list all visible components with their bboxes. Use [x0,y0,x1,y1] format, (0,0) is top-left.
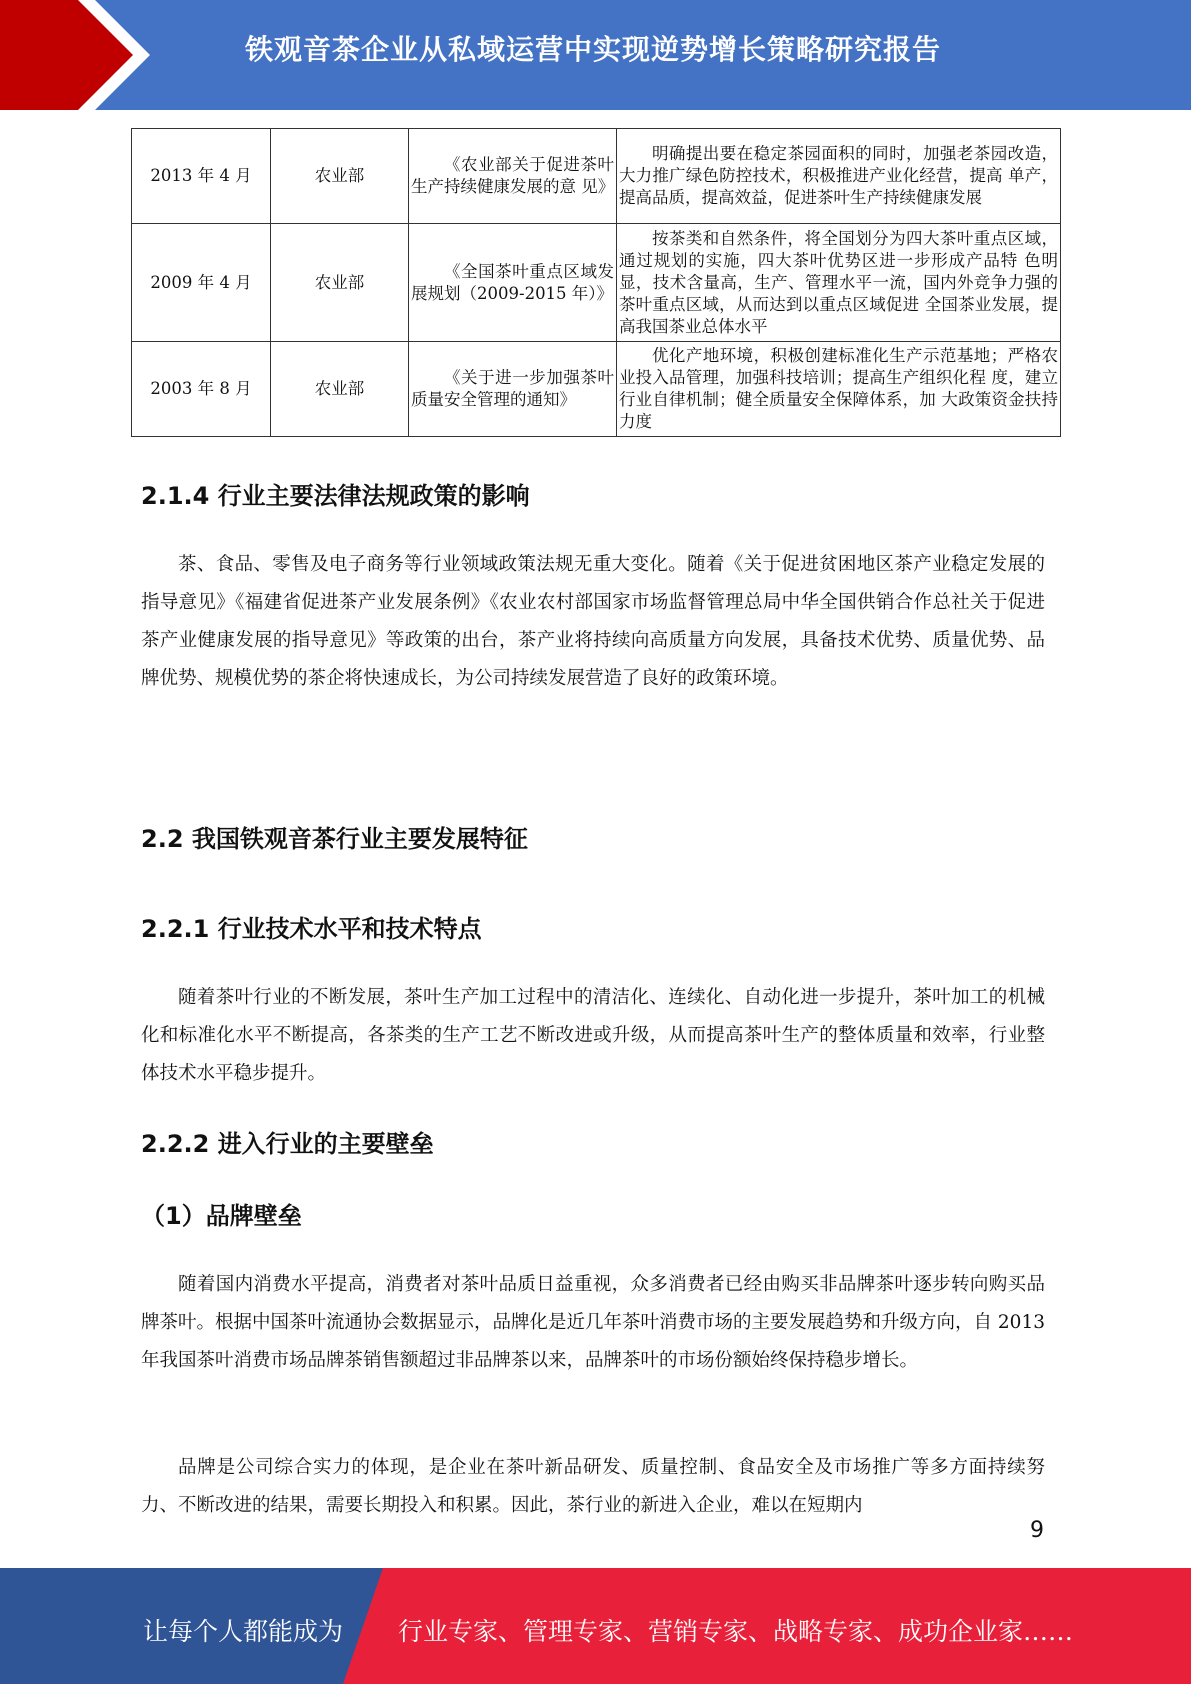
policy-document: 《农业部关于促进茶叶 生产持续健康发展的意 见》 [409,129,617,224]
section-heading-2-2-2: 2.2.2 进入行业的主要壁垒 [141,1130,434,1158]
paragraph-policy-impact: 茶、食品、零售及电子商务等行业领域政策法规无重大变化。随着《关于促进贫困地区茶产业稳定发展的指导意见》《福建省促进茶产业发展条例》《农业农村部国家市场监督管理总局中华全国供销合作总社关于促进茶产业健康发展的指导意见》等政策的出台，茶产业将持续向高质量方向发展，具备技术优势、质量优势、品牌优势、规模优势的茶企将快速成长，为公司持续发展营造了良好的政策环境。 [141,554,1045,689]
paragraph-brand-strength: 品牌是公司综合实力的体现，是企业在茶叶新品研发、质量控制、食品安全及市场推广等多方面持续努力、不断改进的结果，需要长期投入和积累。因此，茶行业的新进入企业，难以在短期内 [141,1457,1045,1516]
policy-table [131,128,1061,437]
header-arrow-icon [0,0,160,110]
policy-date: 2013 年 4 月 [132,129,271,224]
section-heading-2-2: 2.2 我国铁观音茶行业主要发展特征 [141,825,528,853]
table-row [132,129,1061,224]
table-row [132,342,1061,437]
policy-description: 按茶类和自然条件，将全国划分为四大茶叶重点区域， 通过规划的实施，四大茶叶优势区进一步形成产品特 色明显，技术含量高，生产、管理水平一流，国内外竞争力强的茶叶重点区域，从而达到以重点区域促进 全国茶业发展，提高我国茶业总体水平 [617,224,1061,342]
policy-department: 农业部 [271,129,409,224]
section-heading-2-1-4: 2.1.4 行业主要法律法规政策的影响 [141,482,530,510]
policy-document: 《全国茶叶重点区域发 展规划（2009-2015 年）》 [409,224,617,342]
page-header [0,0,1191,110]
footer-slogan-right: 行业专家、管理专家、营销专家、战略专家、成功企业家…… [398,1617,1074,1646]
policy-department: 农业部 [271,224,409,342]
policy-department: 农业部 [271,342,409,437]
page-number: 9 [1030,1518,1044,1543]
policy-date: 2009 年 4 月 [132,224,271,342]
policy-document: 《关于进一步加强茶叶 质量安全管理的通知》 [409,342,617,437]
footer-slogan-left: 让每个人都能成为 [143,1617,344,1646]
table-row [132,224,1061,342]
report-title: 铁观音茶企业从私域运营中实现逆势增长策略研究报告 [245,33,942,66]
policy-date: 2003 年 8 月 [132,342,271,437]
paragraph-brand-trend: 随着国内消费水平提高，消费者对茶叶品质日益重视，众多消费者已经由购买非品牌茶叶逐步转向购买品牌茶叶。根据中国茶叶流通协会数据显示，品牌化是近几年茶叶消费市场的主要发展趋势和升级方向，自 2013 年我国茶叶消费市场品牌茶销售额超过非品牌茶以来，品牌茶叶的市场份额始终保持稳步增长。 [141,1274,1045,1371]
policy-description: 优化产地环境，积极创建标准化生产示范基地；严格农业投入品管理，加强科技培训；提高生产组织化程 度，建立行业自律机制；健全质量安全保障体系，加 大政策资金扶持力度 [617,342,1061,437]
subheading-brand-barrier: （1）品牌壁垒 [141,1202,302,1230]
section-heading-2-2-1: 2.2.1 行业技术水平和技术特点 [141,915,482,943]
paragraph-tech-level: 随着茶叶行业的不断发展，茶叶生产加工过程中的清洁化、连续化、自动化进一步提升，茶叶加工的机械化和标准化水平不断提高，各茶类的生产工艺不断改进或升级，从而提高茶叶生产的整体质量和效率，行业整体技术水平稳步提升。 [141,987,1045,1084]
policy-description: 明确提出要在稳定茶园面积的同时，加强老茶园改造， 大力推广绿色防控技术，积极推进产业化经营，提高 单产，提高品质，提高效益，促进茶叶生产持续健康发展 [617,129,1061,224]
page-footer [0,1568,1191,1684]
